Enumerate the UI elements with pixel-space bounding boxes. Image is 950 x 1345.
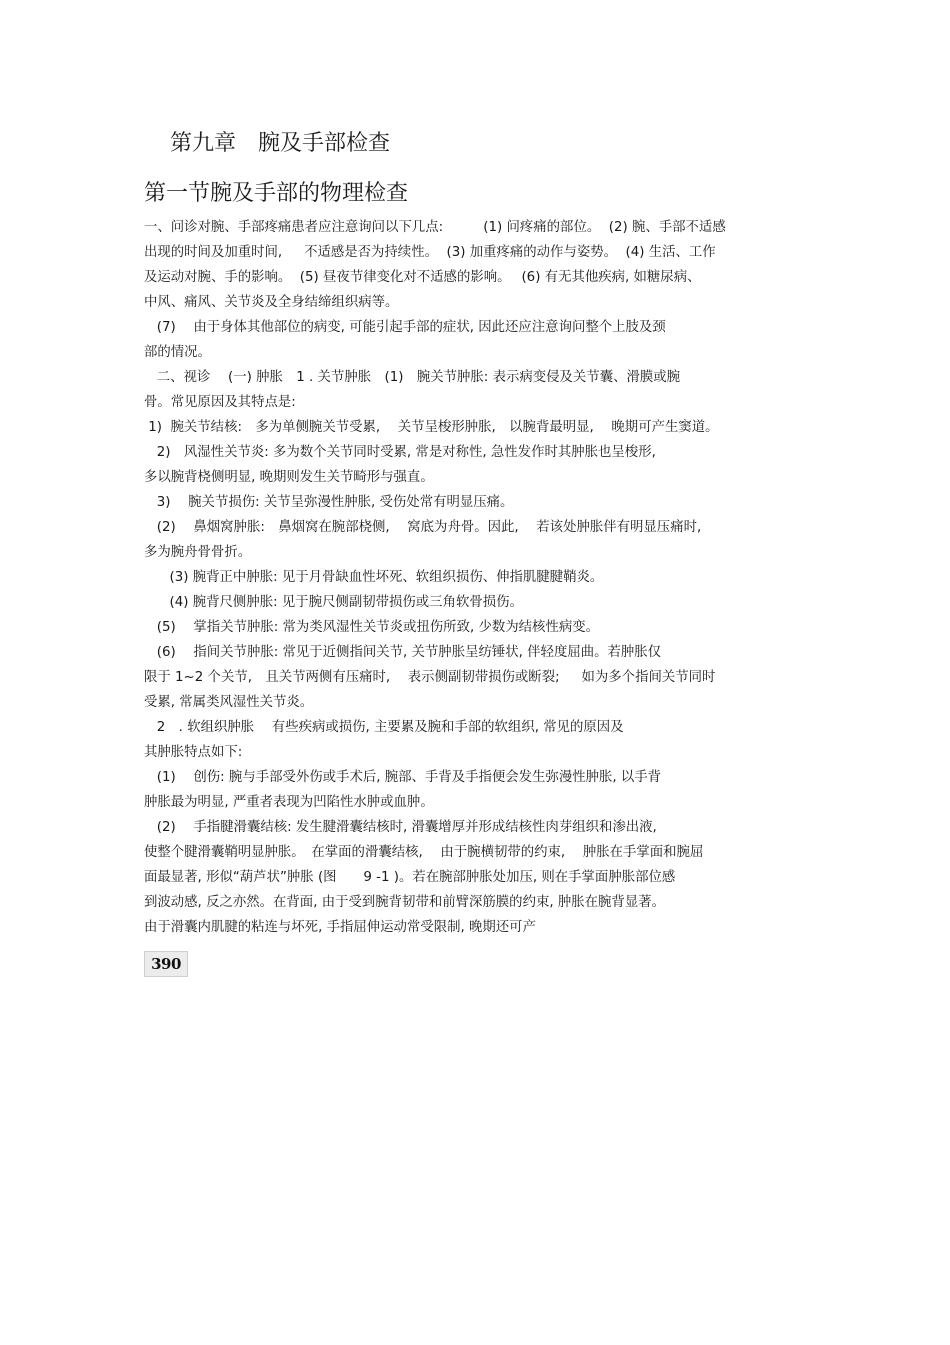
text-line: 多以腕背桡侧明显, 晚期则发生关节畸形与强直。 [144, 470, 434, 485]
text-line: (2) 手指腱滑囊结核: 发生腱滑囊结核时, 滑囊增厚并形成结核性肉芽组织和渗出液, [144, 820, 657, 835]
text-line: 面最显著, 形似“葫芦状”肿胀 (图 9 -1 )。若在腕部肿胀处加压, 则在手掌面肿胀部位感 [144, 870, 676, 885]
text-line: 2 . 软组织肿胀 有些疾病或损伤, 主要累及腕和手部的软组织, 常见的原因及 [144, 720, 624, 735]
text-line: 部的情况。 [144, 345, 211, 360]
text-line: 二、视诊 (一) 肿胀 1 . 关节肿胀 (1) 腕关节肿胀: 表示病变侵及关节囊、滑膜或腕 [144, 370, 681, 385]
text-line: (6) 指间关节肿胀: 常见于近侧指间关节, 关节肿胀呈纺锤状, 伴轻度屈曲。若肿胀仅 [144, 645, 662, 660]
text-line: 1) 腕关节结核: 多为单侧腕关节受累, 关节呈梭形肿胀, 以腕背最明显, 晚期可产生窦道。 [144, 420, 719, 435]
text-line: 受累, 常属类风湿性关节炎。 [144, 695, 314, 710]
text-line: (3) 腕背正中肿胀: 见于月骨缺血性坏死、软组织损伤、伸指肌腱腱鞘炎。 [144, 570, 604, 585]
text-line: 2) 风湿性关节炎: 多为数个关节同时受累, 常是对称性, 急性发作时其肿胀也呈梭形, [144, 445, 656, 460]
text-line: (7) 由于身体其他部位的病变, 可能引起手部的症状, 因此还应注意询问整个上肢及颈 [144, 320, 666, 335]
text-line: 出现的时间及加重时间, 不适感是否为持续性。 (3) 加重疼痛的动作与姿势。 (4) 生活、工作 [144, 245, 716, 260]
text-line: (2) 鼻烟窝肿胀: 鼻烟窝在腕部桡侧, 窝底为舟骨。因此, 若该处肿胀伴有明显压痛时, [144, 520, 702, 535]
text-line: 使整个腱滑囊鞘明显肿胀。 在掌面的滑囊结核, 由于腕横韧带的约束, 肿胀在手掌面和腕屈 [144, 845, 704, 860]
text-line: 由于滑囊内肌腱的粘连与坏死, 手指屈伸运动常受限制, 晚期还可产 [144, 920, 536, 935]
text-line: 及运动对腕、手的影响。 (5) 昼夜节律变化对不适感的影响。 (6) 有无其他疾病, 如糖尿病、 [144, 270, 701, 285]
text-line: 3) 腕关节损伤: 关节呈弥漫性肿胀, 受伤处常有明显压痛。 [144, 495, 514, 510]
section-title: 第一节腕及手部的物理检查 [144, 181, 409, 206]
text-line: 到波动感, 反之亦然。在背面, 由于受到腕背韧带和前臂深筋膜的约束, 肿胀在腕背显著。 [144, 895, 665, 910]
chapter-title: 第九章 腕及手部检查 [170, 131, 391, 156]
text-line: (4) 腕背尺侧肿胀: 见于腕尺侧副韧带损伤或三角软骨损伤。 [144, 595, 523, 610]
text-line: 中风、痛风、关节炎及全身结缔组织病等。 [144, 295, 399, 310]
text-line: 一、问诊对腕、手部疼痛患者应注意询问以下几点: (1) 问疼痛的部位。 (2) 腕、手部不适感 [144, 220, 726, 235]
page-number: 390 [144, 951, 188, 977]
text-line: 限于 1~2 个关节, 且关节两侧有压痛时, 表示侧副韧带损伤或断裂; 如为多个指间关节同时 [144, 670, 716, 685]
text-line: 肿胀最为明显, 严重者表现为凹陷性水肿或血肿。 [144, 795, 434, 810]
text-line: 其肿胀特点如下: [144, 745, 243, 760]
text-line: (1) 创伤: 腕与手部受外伤或手术后, 腕部、手背及手指便会发生弥漫性肿胀, 以手背 [144, 770, 662, 785]
text-line: 多为腕舟骨骨折。 [144, 545, 252, 560]
text-line: (5) 掌指关节肿胀: 常为类风湿性关节炎或扭伤所致, 少数为结核性病变。 [144, 620, 599, 635]
text-line: 骨。常见原因及其特点是: [144, 395, 296, 410]
